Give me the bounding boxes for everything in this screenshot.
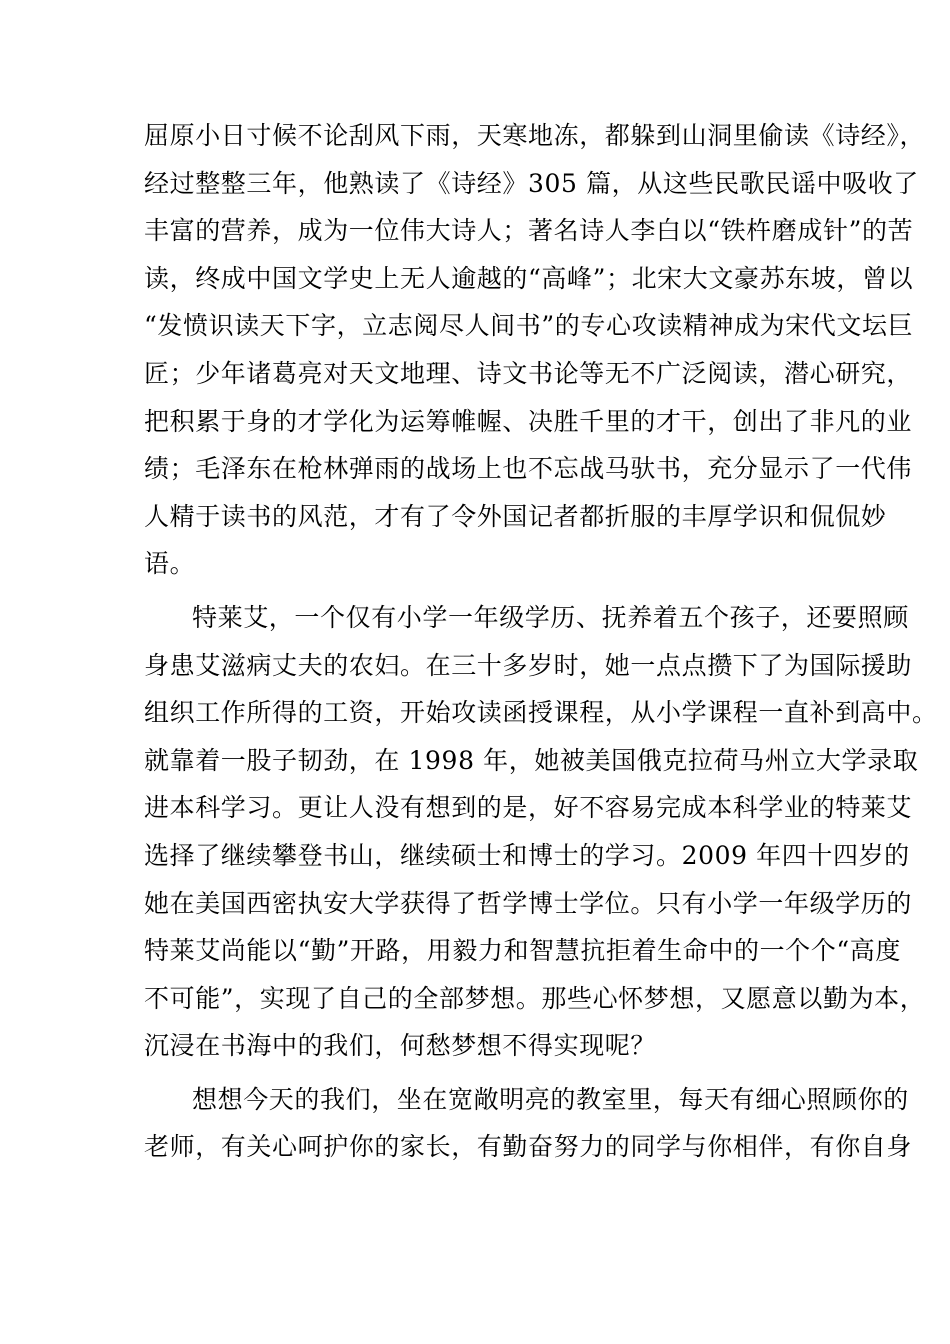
text-line: 身患艾滋病丈夫的农妇。在三十多岁时，她一点点攒下了为国际援助 bbox=[144, 650, 913, 680]
text-line bbox=[144, 1076, 909, 1124]
document-page bbox=[144, 112, 938, 1177]
text-line: 绩；毛泽东在枪林弹雨的战场上也不忘战马驮书，充分显示了一代伟 bbox=[144, 454, 913, 484]
text-line: 特莱艾尚能以“勤”开路，用毅力和智慧抗拒着生命中的一个个“高度 bbox=[144, 936, 901, 966]
paragraph-trelai-story bbox=[144, 594, 938, 1070]
text-line-content: 特莱艾，一个仅有小学一年级学历、抚养着五个孩子，还要照顾 bbox=[192, 602, 909, 632]
text-line-content: 想想今天的我们，坐在宽敞明亮的教室里，每天有细心照顾你的 bbox=[192, 1084, 909, 1114]
text-line: 她在美国西密执安大学获得了哲学博士学位。只有小学一年级学历的 bbox=[144, 888, 913, 918]
text-line: 匠；少年诸葛亮对天文地理、诗文书论等无不广泛阅读，潜心研究， bbox=[144, 358, 913, 388]
paragraph-reading-examples bbox=[144, 112, 926, 588]
text-line: 丰富的营养，成为一位伟大诗人；著名诗人李白以“铁杵磨成针”的苦 bbox=[144, 216, 914, 246]
text-line: 进本科学习。更让人没有想到的是，好不容易完成本科学业的特莱艾 bbox=[144, 793, 913, 823]
text-line: 读，终成中国文学史上无人逾越的“高峰”；北宋大文豪苏东坡，曾以 bbox=[144, 263, 914, 293]
text-line: 人精于读书的风范，才有了令外国记者都折服的丰厚学识和侃侃妙 bbox=[144, 501, 887, 531]
text-line: 选择了继续攀登书山，继续硕士和博士的学习。2009 年四十四岁的 bbox=[144, 840, 910, 870]
paragraph-today-reflection bbox=[144, 1076, 913, 1171]
text-line: 把积累于身的才学化为运筹帷幄、决胜千里的才干，创出了非凡的业 bbox=[144, 406, 913, 436]
text-line: 屈原小日寸候不论刮风下雨，天寒地冻，都躲到山洞里偷读《诗经》， bbox=[144, 121, 926, 150]
text-line: 就靠着一股子韧劲，在 1998 年，她被美国俄克拉荷马州立大学录取 bbox=[144, 745, 919, 775]
text-line: 沉浸在书海中的我们，何愁梦想不得实现呢？ bbox=[144, 1031, 657, 1061]
text-line: 经过整整三年，他熟读了《诗经》305 篇，从这些民歌民谣中吸收了 bbox=[144, 168, 919, 198]
text-line bbox=[144, 594, 909, 642]
text-line: 语。 bbox=[144, 549, 196, 579]
text-line: “发愤识读天下字，立志阅尽人间书”的专心攻读精神成为宋代文坛巨 bbox=[144, 311, 914, 341]
text-line: 不可能”，实现了自己的全部梦想。那些心怀梦想，又愿意以勤为本， bbox=[144, 983, 926, 1013]
text-line: 组织工作所得的工资，开始攻读函授课程，从小学课程一直补到高中。 bbox=[144, 698, 938, 728]
text-line: 老师，有关心呵护你的家长，有勤奋努力的同学与你相伴，有你自身 bbox=[144, 1132, 913, 1162]
